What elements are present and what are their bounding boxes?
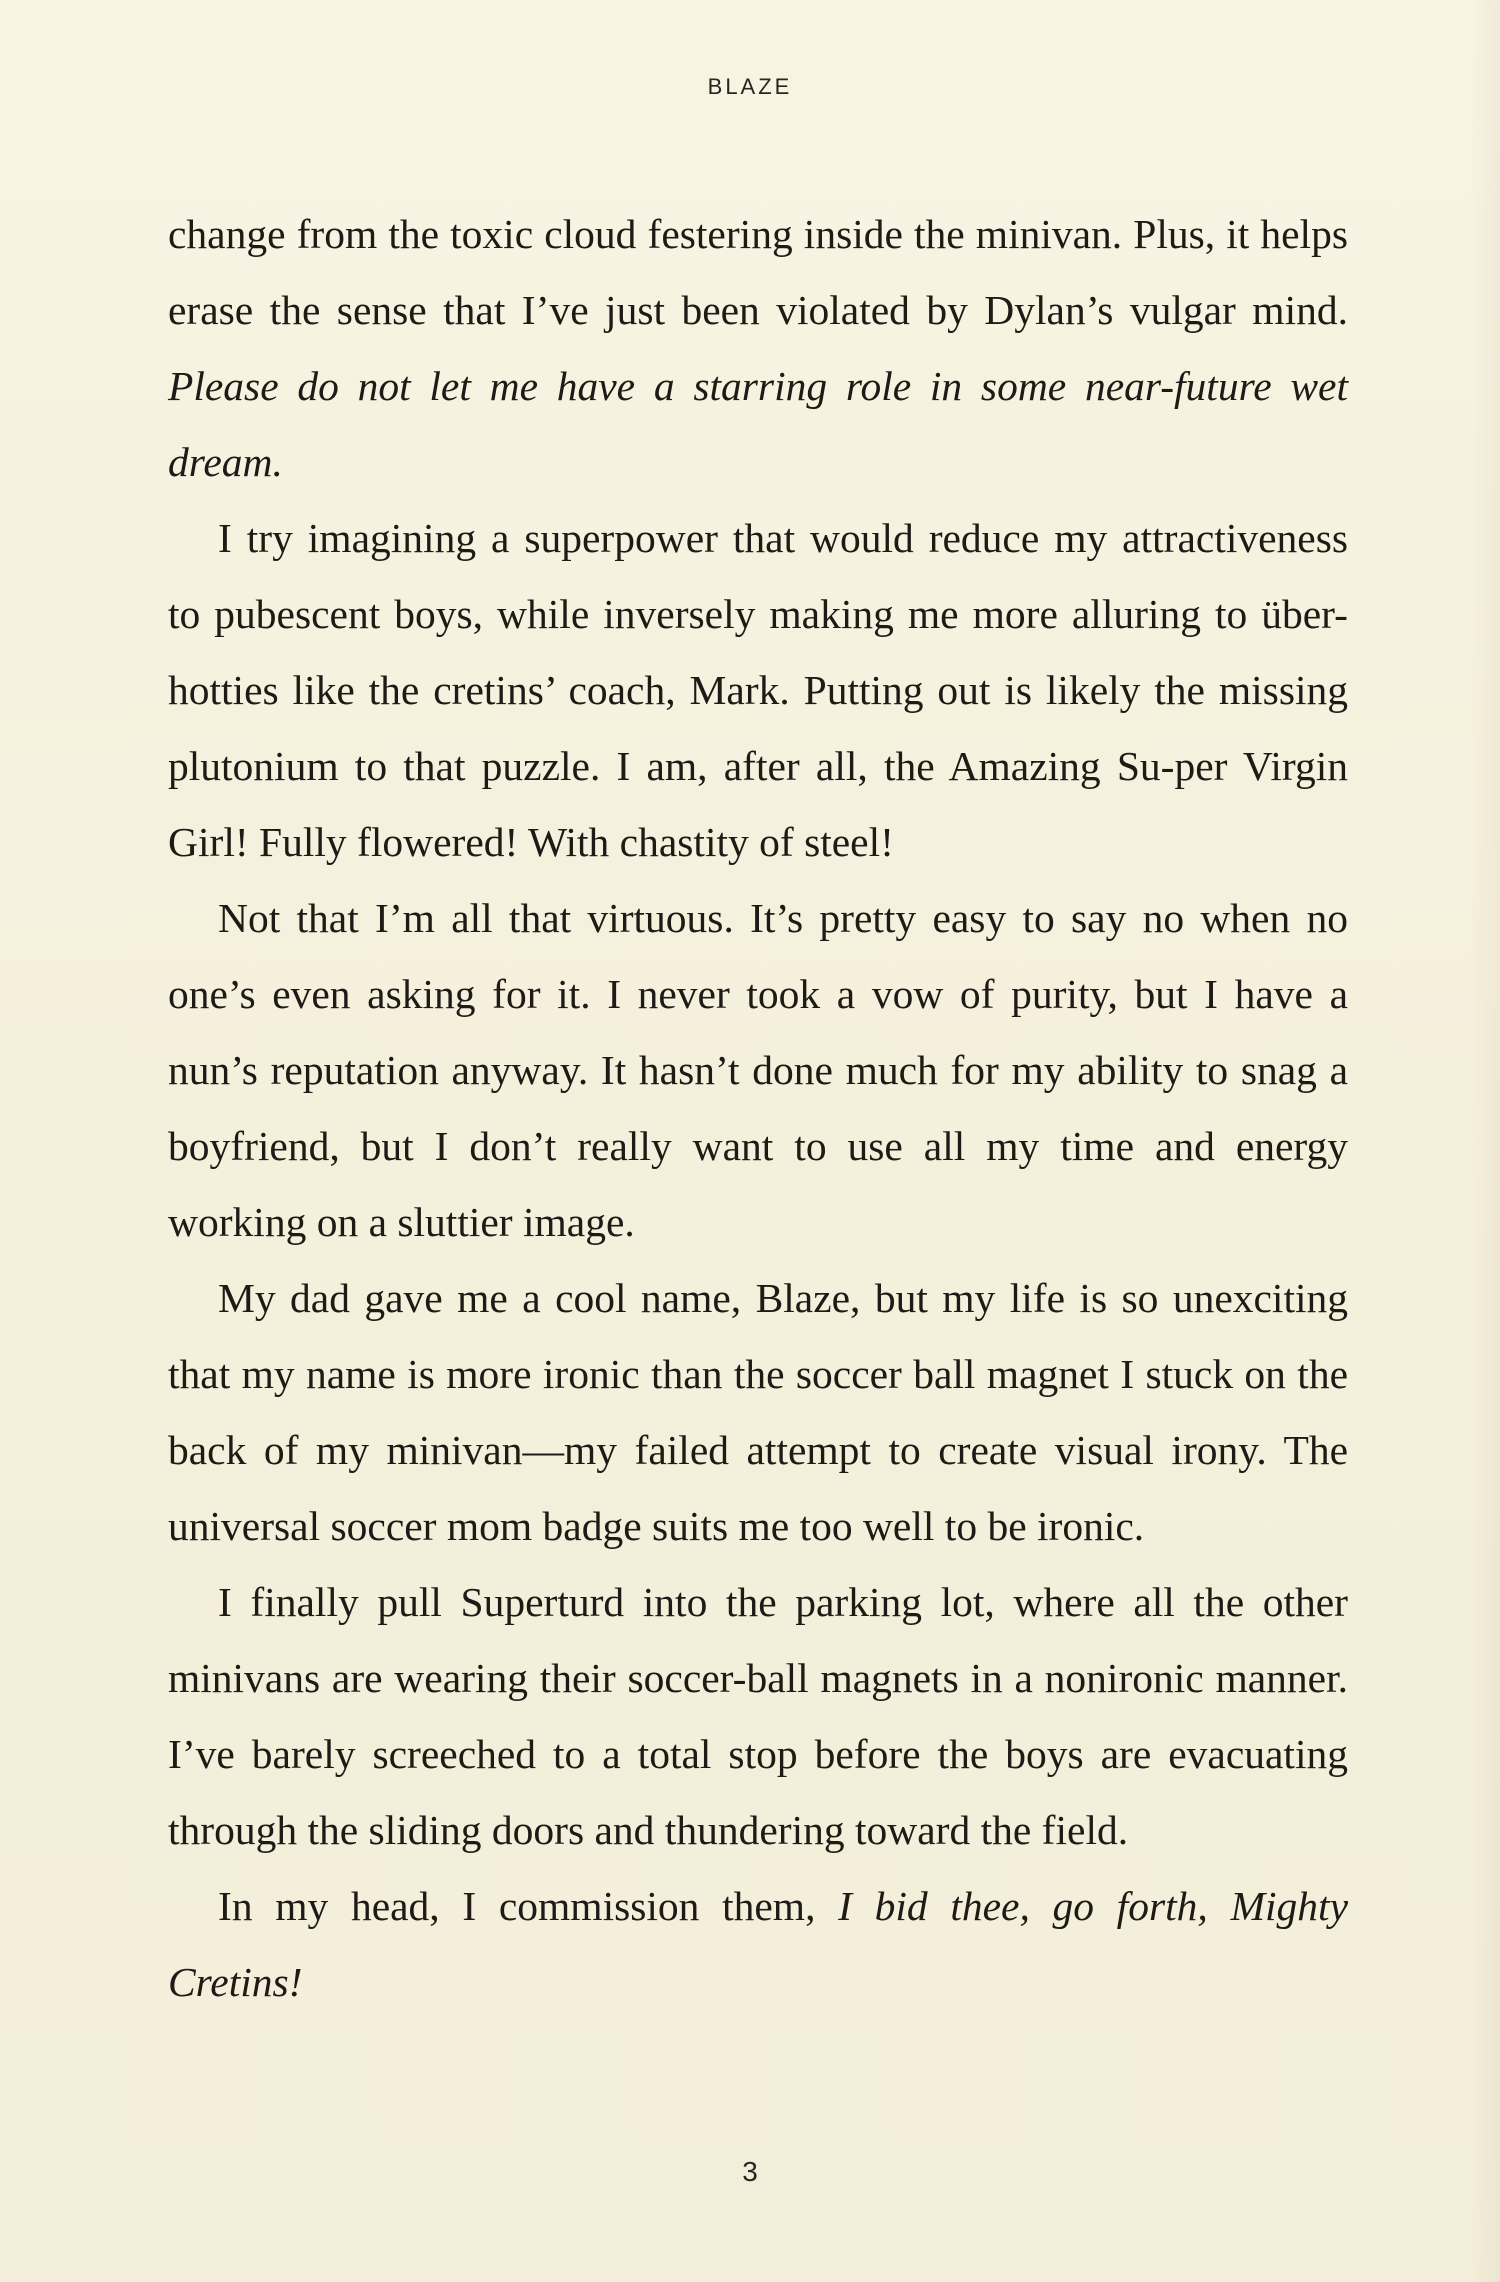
paragraph-4 [168,1260,1348,1564]
text-segment: In my head, I commission them, [218,1883,839,1929]
running-head: BLAZE [707,74,793,99]
italic-segment: I bid thee, go forth, Mighty Cretins! [168,1883,1348,2005]
paragraph-1 [168,196,1348,500]
page-number: 3 [742,2156,758,2187]
text-segment: My dad gave me a cool name, Blaze, but my life is so unexciting that my name is more ironic than the soccer ball magnet I stuck on the back of my minivan—my failed attempt to create visual irony. The universal soccer mom badge suits me too well to be ironic. [168,1275,1348,1549]
italic-segment: Please do not let me have a starring role in some near-future wet dream. [168,363,1348,485]
page-edge-shading [1470,0,1500,2282]
paragraph-5 [168,1564,1348,1868]
text-segment: I try imagining a superpower that would reduce my attractiveness to pubescent boys, while inversely making me more alluring to über-hotties like the cretins’ coach, Mark. Putting out is likely the missing plutonium to that puzzle. I am, after all, the Amazing Su-per Virgin Girl! Fully flowered! With chastity of steel! [168,515,1348,865]
paragraph-3 [168,880,1348,1260]
text-segment: I finally pull Superturd into the parking lot, where all the other minivans are wearing their soccer-ball magnets in a nonironic manner. I’ve barely screeched to a total stop before the boys are evacuating through the sliding doors and thundering toward the field. [168,1579,1348,1853]
paragraph-6 [168,1868,1348,2020]
paragraph-2 [168,500,1348,880]
text-segment: Not that I’m all that virtuous. It’s pretty easy to say no when no one’s even asking for it. I never took a vow of purity, but I have a nun’s reputation anyway. It hasn’t done much for my ability to snag a boyfriend, but I don’t really want to use all my time and energy working on a sluttier image. [168,895,1348,1245]
body-text [168,196,1348,2020]
text-segment: change from the toxic cloud festering inside the minivan. Plus, it helps erase the sense that I’ve just been violated by Dylan’s vulgar mind. [168,211,1348,333]
